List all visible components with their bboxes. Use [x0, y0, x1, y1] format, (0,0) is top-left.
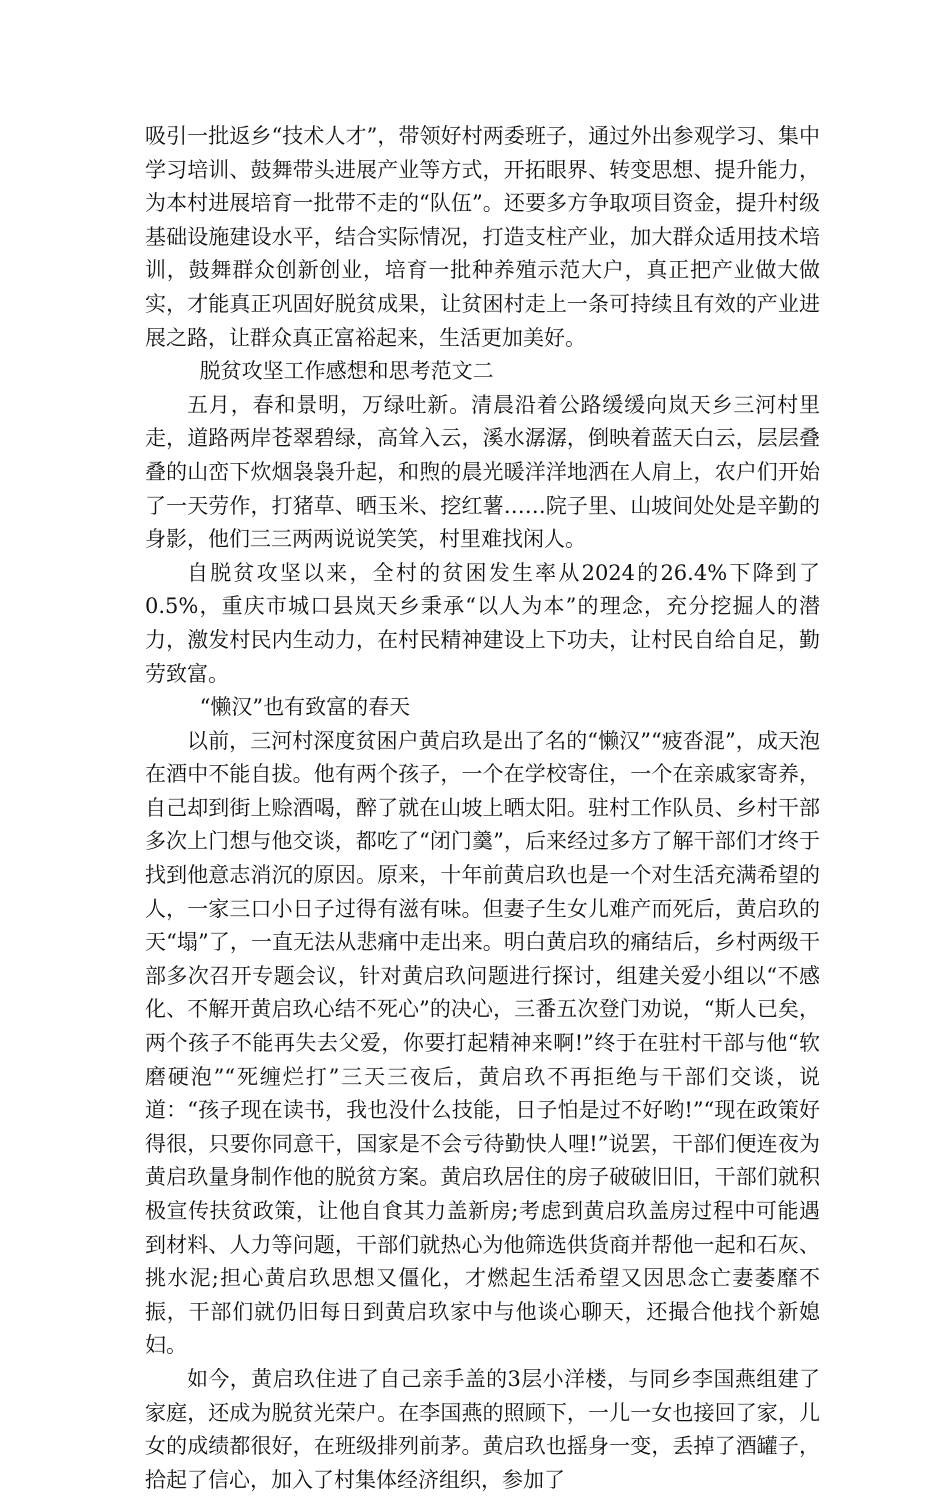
body-paragraph-huang-qijiu-story: 以前，三河村深度贫困户黄启玖是出了名的“懒汉”“疲沓混”，成天泡在酒中不能自拔。他有两个孩子，一个在学校寄住，一个在亲戚家寄养，自己却到街上赊酒喝，醉了就在山坡上晒太阳。驻村工作队员、乡村干部多次上门想与他交谈，都吃了“闭门羹”，后来经过多方了解干部们才终于找到他意志消沉的原因。原来，十年前黄启玖也是一个对生活充满希望的人，一家三口小日子过得有滋有味。但妻子生女儿难产而死后，黄启玖的天“塌”了，一直无法从悲痛中走出来。明白黄启玖的痛结后，乡村两级干部多次召开专题会议，针对黄启玖问题进行探讨，组建关爱小组以“不感化、不解开黄启玖心结不死心”的决心，三番五次登门劝说，“斯人已矣，两个孩子不能再失去父爱，你要打起精神来啊!”终于在驻村干部与他“软磨硬泡”“死缠烂打”三天三夜后，黄启玖不再拒绝与干部们交谈，说道：“孩子现在读书，我也没什么技能，日子怕是过不好哟!”“现在政策好得很，只要你同意干，国家是不会亏待勤快人哩!”说罢，干部们便连夜为黄启玖量身制作他的脱贫方案。黄启玖居住的房子破破旧旧，干部们就积极宣传扶贫政策，让他自食其力盖新房;考虑到黄启玖盖房过程中可能遇到材料、人力等问题，干部们就热心为他筛选供货商并帮他一起和石灰、挑水泥;担心黄启玖思想又僵化，才燃起生活希望又因思念亡妻萎靡不振，干部们就仍旧每日到黄启玖家中与他谈心聊天，还撮合他找个新媳妇。	[145, 728, 820, 1358]
body-paragraph-poverty-rate: 自脱贫攻坚以来，全村的贫困发生率从2024的26.4%下降到了0.5%，重庆市城口县岚天乡秉承“以人为本”的理念，充分挖掘人的潜力，激发村民内生动力，在村民精神建设上下功夫，让村民自给自足，勤劳致富。	[145, 560, 820, 686]
body-paragraph-now: 如今，黄启玖住进了自己亲手盖的3层小洋楼，与同乡李国燕组建了家庭，还成为脱贫光荣户。在李国燕的照顾下，一儿一女也接回了家，儿女的成绩都很好，在班级排列前茅。黄启玖也摇身一变，丢掉了酒罐子，拾起了信心，加入了村集体经济组织，参加了	[145, 1366, 820, 1492]
continuation-paragraph: 吸引一批返乡“技术人才”，带领好村两委班子，通过外出参观学习、集中学习培训、鼓舞带头进展产业等方式，开拓眼界、转变思想、提升能力，为本村进展培育一批带不走的“队伍”。还要多方争取项目资金，提升村级基础设施建设水平，结合实际情况，打造支柱产业，加大群众适用技术培训，鼓舞群众创新创业，培育一批种养殖示范大户，真正把产业做大做实，才能真正巩固好脱贫成果，让贫困村走上一条可持续且有效的产业进展之路，让群众真正富裕起来，生活更加美好。	[145, 124, 820, 350]
section-title-essay-two: 脱贫攻坚工作感想和思考范文二	[199, 359, 494, 384]
subsection-title-lazy-man: “懒汉”也有致富的春天	[199, 695, 411, 720]
body-paragraph-may-scenery: 五月，春和景明，万绿吐新。清晨沿着公路缓缓向岚天乡三河村里走，道路两岸苍翠碧绿，高耸入云，溪水潺潺，倒映着蓝天白云，层层叠叠的山峦下炊烟袅袅升起，和煦的晨光暖洋洋地洒在人肩上，农户们开始了一天劳作，打猪草、晒玉米、挖红薯……院子里、山坡间处处是辛勤的身影，他们三三两两说说笑笑，村里难找闲人。	[145, 392, 820, 552]
document-page	[145, 120, 820, 1497]
